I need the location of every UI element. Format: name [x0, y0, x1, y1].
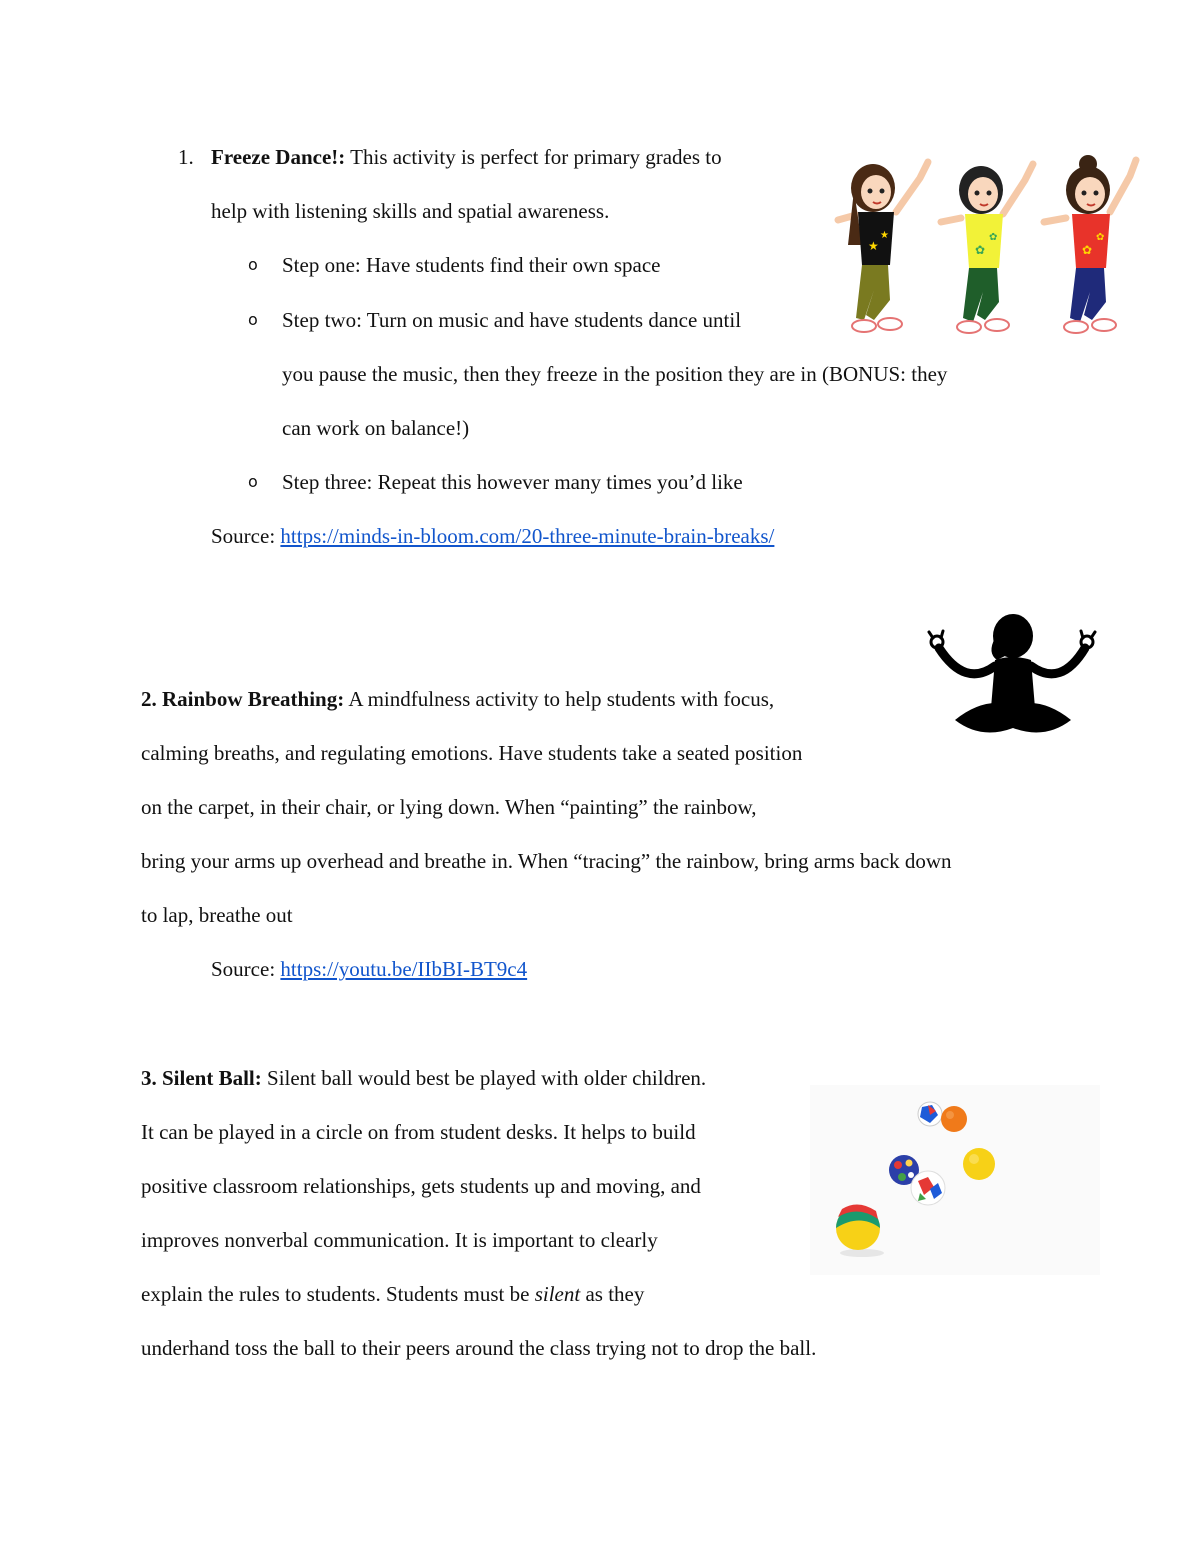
svg-text:★: ★ [880, 230, 889, 241]
meditation-silhouette-icon [925, 608, 1097, 743]
freeze-dance-intro-line2: help with listening skills and spatial awareness. [211, 199, 610, 223]
rainbow-breathing-line2: calming breaths, and regulating emotions. Have students take a seated position [141, 741, 803, 765]
source-label: Source: [211, 957, 281, 981]
bullet-icon: o [248, 310, 258, 329]
bullet-icon: o [248, 472, 258, 491]
dancer-2 [941, 164, 1033, 333]
svg-text:✿: ✿ [1082, 243, 1093, 257]
bullet-icon: o [248, 255, 258, 274]
silent-ball-intro: Silent ball would best be played with older children. [261, 1066, 707, 1090]
rainbow-breathing-source [211, 956, 527, 982]
svg-text:✿: ✿ [1096, 232, 1105, 243]
silent-ball-line6: underhand toss the ball to their peers around the class trying not to drop the ball. [141, 1336, 817, 1360]
rainbow-breathing-line4: bring your arms up overhead and breathe in. When “tracing” the rainbow, bring arms back down [141, 849, 952, 873]
silent-ball-line4: improves nonverbal communication. It is important to clearly [141, 1228, 658, 1252]
freeze-dance-source-link[interactable]: https://minds-in-bloom.com/20-three-minute-brain-breaks/ [280, 524, 775, 548]
step-two-line1: Step two: Turn on music and have students dance until [282, 308, 742, 332]
list-number-1: 1. [178, 145, 194, 169]
dancer-3 [1044, 155, 1136, 333]
juggling-balls-icon [810, 1085, 1100, 1275]
rainbow-breathing-source-link[interactable]: https://youtu.be/IIbBI-BT9c4 [280, 957, 528, 981]
rainbow-breathing-line5: to lap, breathe out [141, 903, 293, 927]
freeze-dance-intro-line1 [211, 144, 722, 170]
silent-ball-title: 3. Silent Ball: [141, 1066, 262, 1090]
freeze-dance-source [211, 523, 774, 549]
silent-ball-line5-before: explain the rules to students. Students must be [141, 1282, 535, 1306]
step-three: Step three: Repeat this however many times you’d like [282, 470, 743, 494]
svg-text:★: ★ [868, 239, 879, 253]
silent-ball-line5-after: as they [580, 1282, 645, 1306]
svg-text:✿: ✿ [989, 232, 998, 243]
step-one: Step one: Have students find their own space [282, 253, 661, 277]
silent-ball-line5 [141, 1281, 644, 1307]
step-two-line2: you pause the music, then they freeze in the position they are in (BONUS: they [282, 362, 948, 386]
silent-ball-line2: It can be played in a circle on from student desks. It helps to build [141, 1120, 696, 1144]
silent-ball-line3: positive classroom relationships, gets students up and moving, and [141, 1174, 701, 1198]
svg-text:✿: ✿ [975, 243, 986, 257]
silent-ball-line1 [141, 1065, 706, 1091]
step-two-line3: can work on balance!) [282, 416, 470, 440]
rainbow-breathing-title: 2. Rainbow Breathing: [141, 687, 345, 711]
source-label: Source: [211, 524, 281, 548]
freeze-dance-intro-text: This activity is perfect for primary grades to [345, 145, 722, 169]
freeze-dance-title: Freeze Dance!: [211, 145, 346, 169]
silent-emphasis: silent [534, 1282, 581, 1306]
rainbow-breathing-line3: on the carpet, in their chair, or lying down. When “painting” the rainbow, [141, 795, 757, 819]
dancing-girls-icon [828, 150, 1148, 345]
rainbow-breathing-intro: A mindfulness activity to help students with focus, [344, 687, 775, 711]
dancer-1 [838, 162, 928, 332]
rainbow-breathing-line1 [141, 686, 774, 712]
